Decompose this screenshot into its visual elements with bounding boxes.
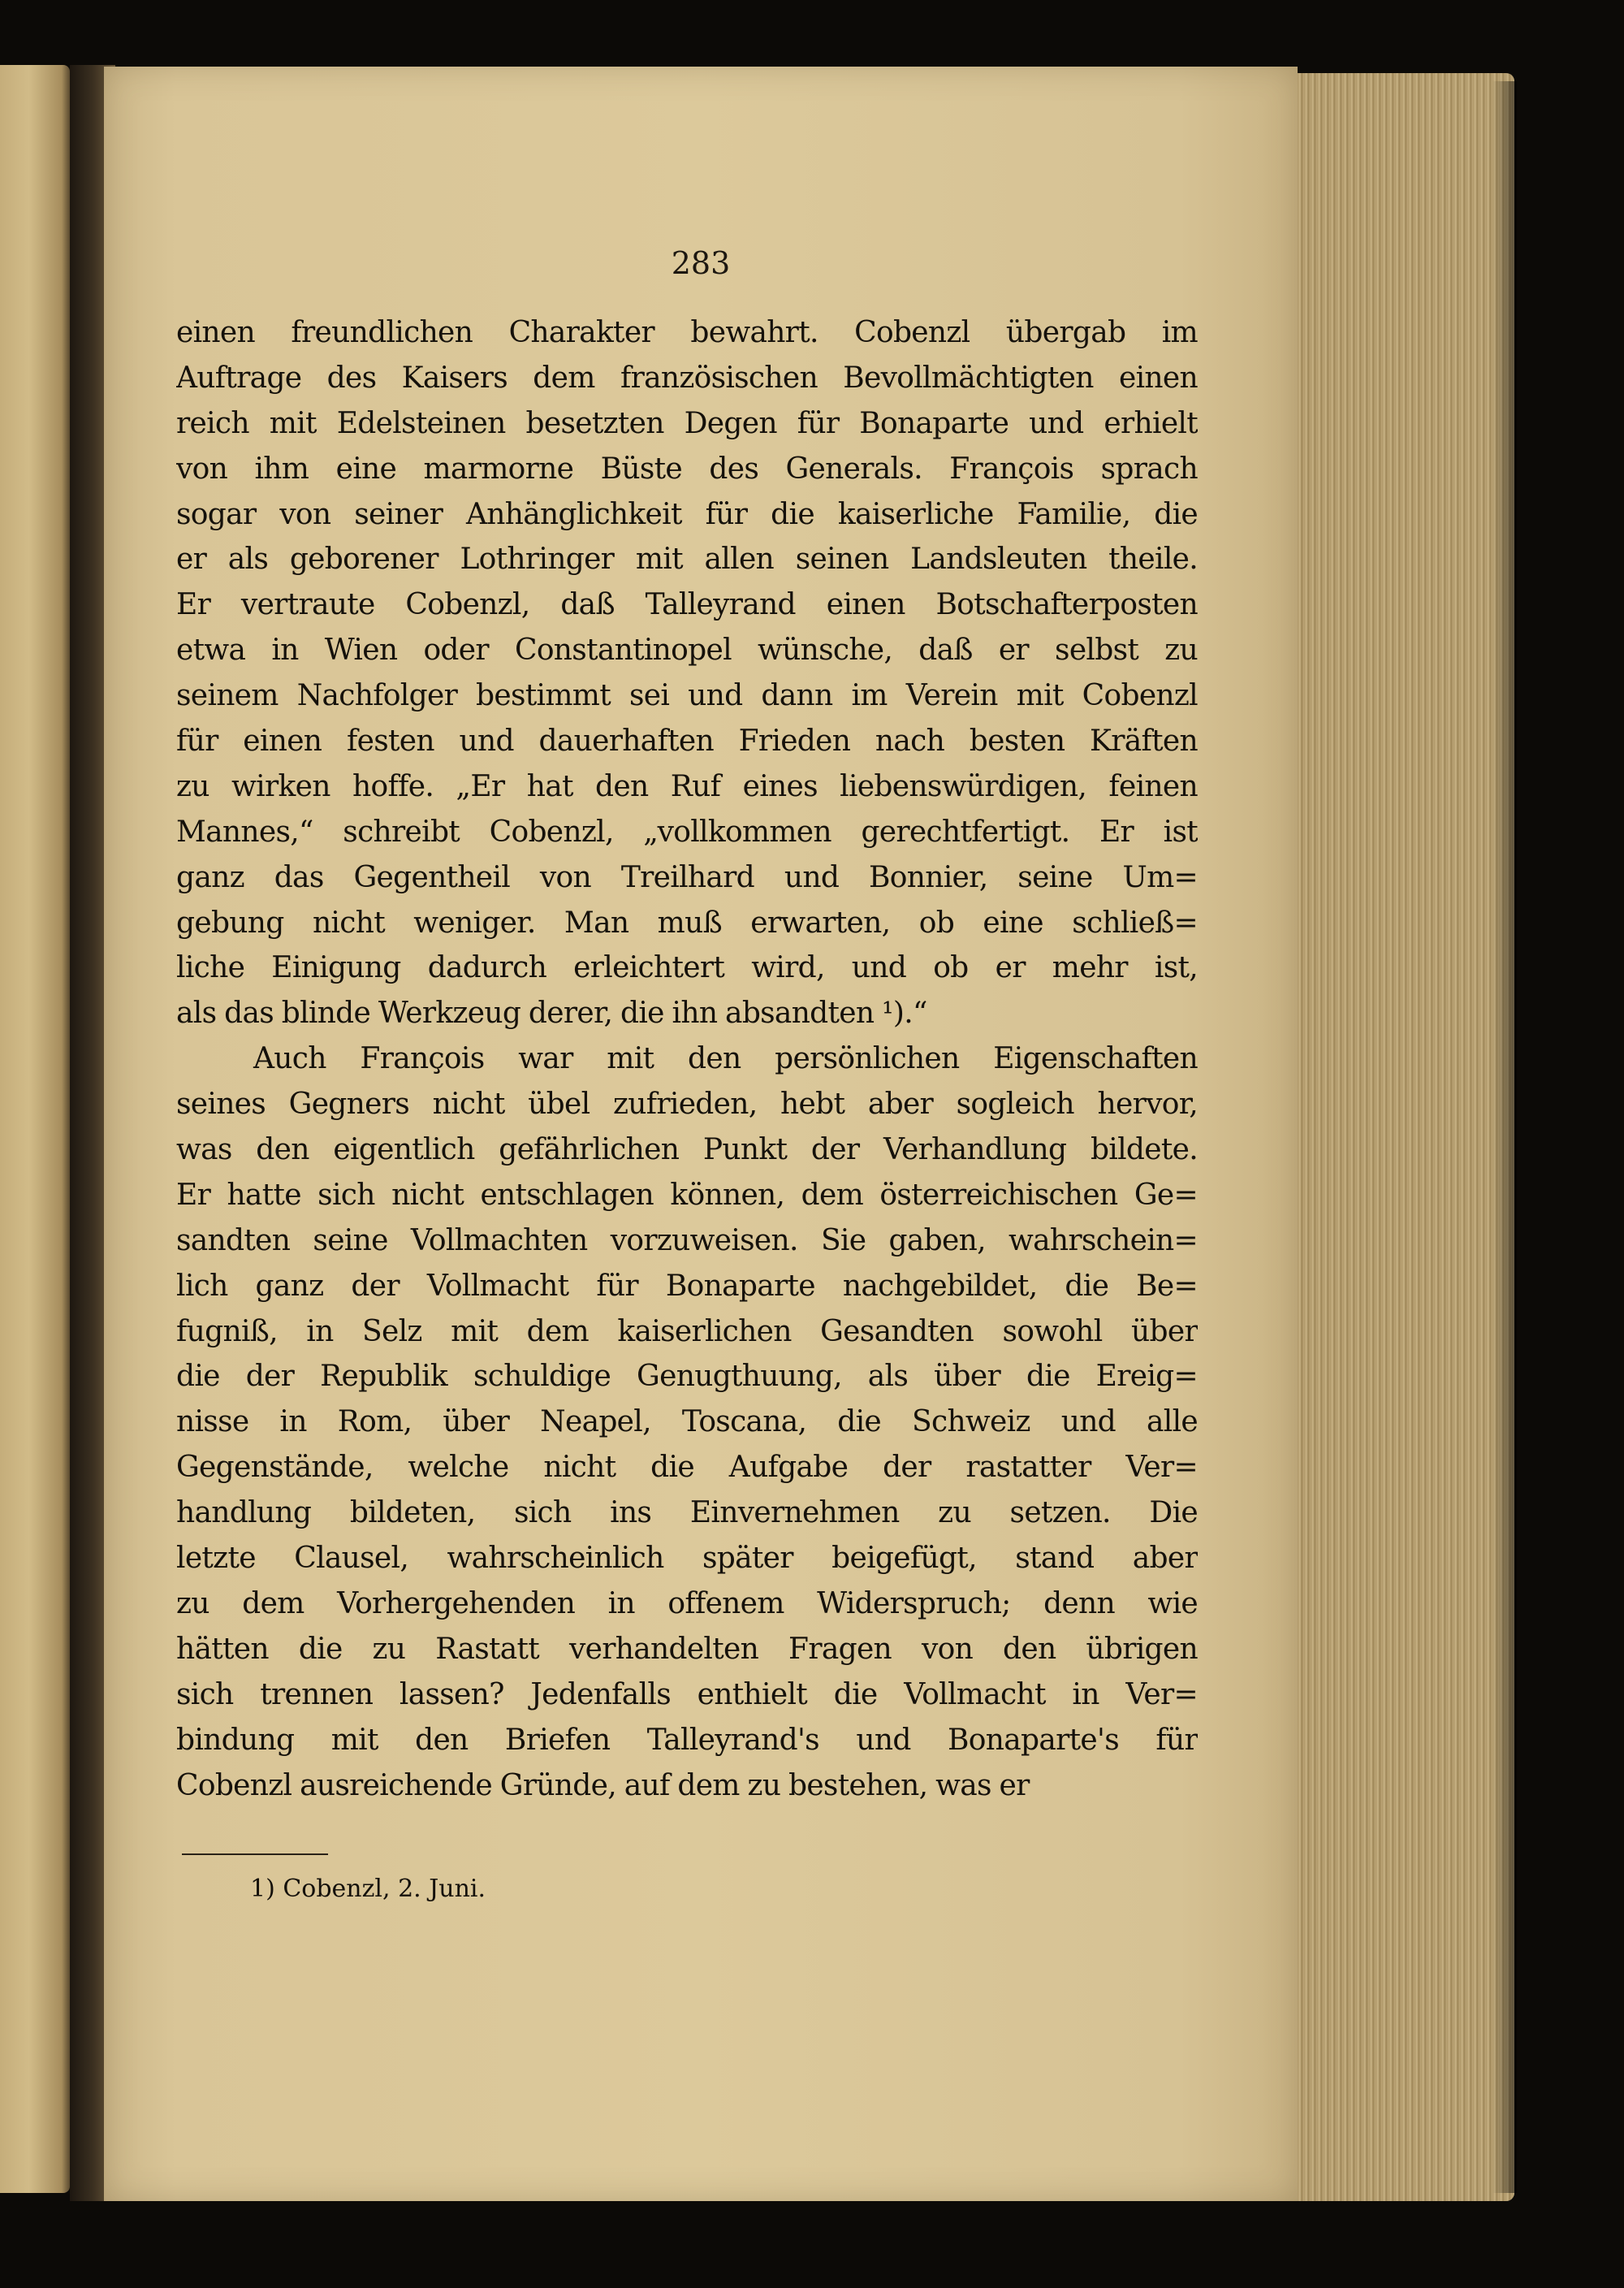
text-line: letzte Clausel, wahrscheinlich später beigefügt, stand aber (176, 1542, 1198, 1576)
text-line: seinem Nachfolger bestimmt sei und dann im Verein mit Cobenzl (176, 679, 1198, 713)
page-stack-shadow (1492, 81, 1517, 2193)
text-line: nisse in Rom, über Neapel, Toscana, die Schweiz und alle (176, 1405, 1198, 1439)
text-line: Gegenstände, welche nicht die Aufgabe der rastatter Ver= (176, 1451, 1198, 1485)
footnote: 1) Cobenzl, 2. Juni. (250, 1875, 486, 1903)
text-line: er als geborener Lothringer mit allen seinen Landsleuten theile. (176, 543, 1198, 577)
text-line: handlung bildeten, sich ins Einvernehmen zu setzen. Die (176, 1496, 1198, 1530)
text-line: etwa in Wien oder Constantinopel wünsche, daß er selbst zu (176, 634, 1198, 668)
text-line: fugniß, in Selz mit dem kaiserlichen Gesandten sowohl über (176, 1314, 1198, 1348)
text-line: Er hatte sich nicht entschlagen können, dem österreichischen Ge= (176, 1178, 1198, 1212)
text-line: bindung mit den Briefen Talleyrand's und Bonaparte's für (176, 1723, 1198, 1757)
text-line: reich mit Edelsteinen besetzten Degen für Bonaparte und erhielt (176, 406, 1198, 440)
text-line: die der Republik schuldige Genugthuung, als über die Ereig= (176, 1360, 1198, 1394)
text-line: sogar von seiner Anhänglichkeit für die kaiserliche Familie, die (176, 497, 1198, 531)
text-line: Auftrage des Kaisers dem französischen Bevollmächtigten einen (176, 361, 1198, 395)
text-line: lich ganz der Vollmacht für Bonaparte nachgebildet, die Be= (176, 1269, 1198, 1303)
text-line: hätten die zu Rastatt verhandelten Fragen von den übrigen (176, 1632, 1198, 1666)
text-line: von ihm eine marmorne Büste des Generals. François sprach (176, 452, 1198, 486)
text-line: seines Gegners nicht übel zufrieden, hebt aber sogleich hervor, (176, 1088, 1198, 1122)
text-line: sandten seine Vollmachten vorzuweisen. Sie gaben, wahrschein= (176, 1223, 1198, 1257)
text-line: für einen festen und dauerhaften Frieden nach besten Kräften (176, 724, 1198, 759)
text-line: einen freundlichen Charakter bewahrt. Cobenzl übergab im (176, 316, 1198, 349)
page-number: 283 (671, 245, 731, 281)
text-line: zu wirken hoffe. „Er hat den Ruf eines liebenswürdigen, feinen (176, 769, 1198, 803)
text-line: Mannes,“ schreibt Cobenzl, „vollkommen gerechtfertigt. Er ist (176, 815, 1198, 849)
text-line: Cobenzl ausreichende Gründe, auf dem zu bestehen, was er (176, 1768, 1030, 1802)
text-line: ganz das Gegentheil von Treilhard und Bonnier, seine Um= (176, 860, 1198, 894)
page-stack-edges (1291, 73, 1514, 2201)
text-line: zu dem Vorhergehenden in offenem Widerspruch; denn wie (176, 1586, 1198, 1620)
left-page-edge (0, 65, 70, 2193)
text-line: liche Einigung dadurch erleichtert wird, und ob er mehr ist, (176, 951, 1198, 985)
text-line: sich trennen lassen? Jedenfalls enthielt die Vollmacht in Ver= (176, 1677, 1198, 1711)
body-text (176, 310, 1198, 1808)
text-line: gebung nicht weniger. Man muß erwarten, ob eine schließ= (176, 906, 1198, 940)
footnote-rule (182, 1853, 328, 1855)
text-line: Auch François war mit den persönlichen Eigenschaften (253, 1042, 1198, 1076)
text-line: Er vertraute Cobenzl, daß Talleyrand einen Botschafterposten (176, 588, 1198, 622)
text-line: als das blinde Werkzeug derer, die ihn absandten ¹).“ (176, 997, 927, 1031)
book-page (104, 67, 1298, 2201)
text-line: was den eigentlich gefährlichen Punkt der Verhandlung bildete. (176, 1133, 1198, 1167)
